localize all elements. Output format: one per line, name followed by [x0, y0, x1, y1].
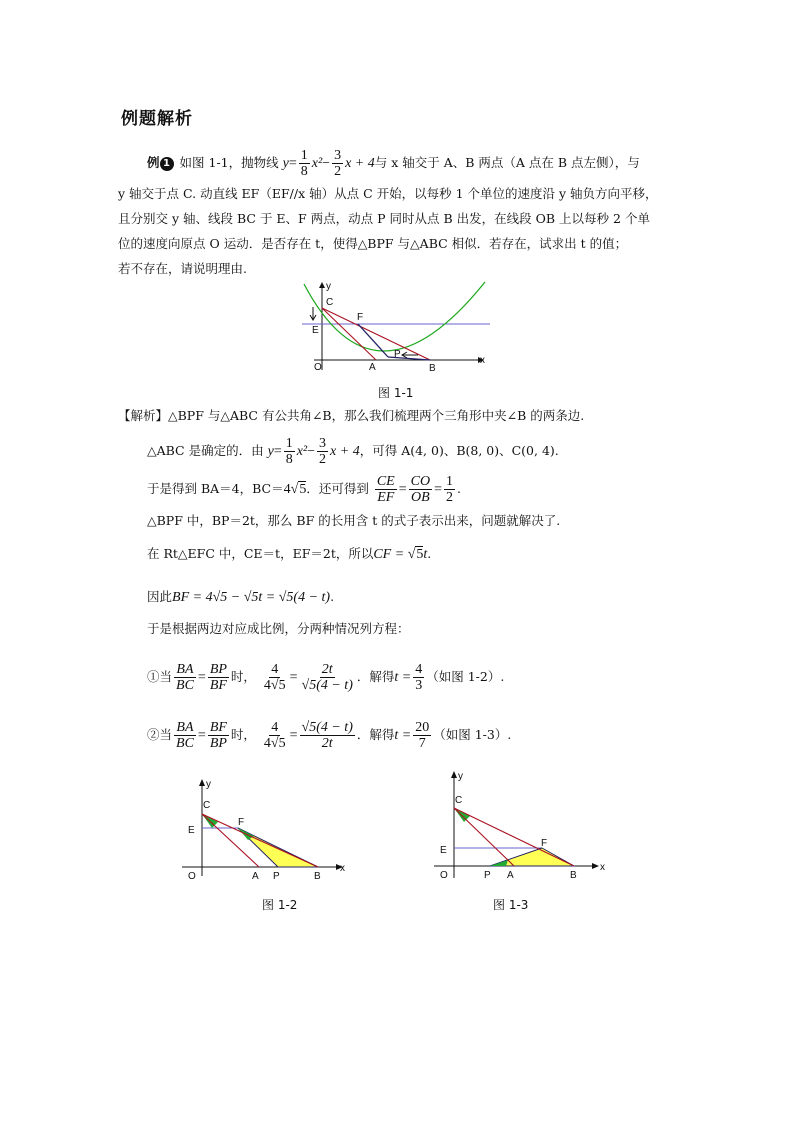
- problem-line-4: 位的速度向原点 O 运动．是否存在 t，使得△BPF 与△ABC 相似．若存在，试求出 t 的值；: [118, 236, 628, 251]
- svg-text:y: y: [458, 771, 463, 782]
- solution-line-7: 于是根据两边对应成比例，分两种情况列方程：: [147, 621, 410, 636]
- label-f: F: [357, 312, 364, 323]
- svg-text:O: O: [440, 870, 448, 881]
- svg-text:O: O: [188, 871, 196, 882]
- svg-text:A: A: [507, 870, 514, 881]
- svg-text:C: C: [455, 795, 463, 806]
- svg-text:P: P: [484, 870, 491, 881]
- segment-ca: [454, 808, 514, 866]
- problem-line-3: 且分别交 y 轴、线段 BC 于 E、F 两点，动点 P 同时从点 B 出发，在线段 OB 上以每秒 2 个单: [118, 211, 650, 226]
- segment-cb: [322, 308, 430, 360]
- label-b: B: [429, 363, 436, 374]
- svg-text:A: A: [252, 871, 259, 882]
- label-y: y: [326, 281, 331, 292]
- label-x: x: [480, 355, 485, 366]
- problem-line-2: y 轴交于点 C. 动直线 EF（EF//x 轴）从点 C 开始，以每秒 1 个单位的速度沿 y 轴负方向平移，: [118, 186, 658, 201]
- label-o: O: [314, 362, 322, 373]
- svg-text:F: F: [541, 838, 548, 849]
- example-number-badge: 1: [160, 157, 174, 171]
- label-a: A: [369, 362, 376, 373]
- problem-line-1: 例 1 如图 1-1，抛物线 y= $\frac{1}{8}$ x²− $\frac{3}{2}$ x + 4与 x 轴交于 A、B 两点（A 点在 B 点左侧），与: [147, 148, 640, 179]
- svg-text:F: F: [238, 817, 245, 828]
- svg-text:x: x: [340, 863, 345, 874]
- svg-text:y: y: [206, 779, 211, 790]
- solution-line-6: 因此BF = 4√5 − √5t = √5(4 − t).: [147, 589, 335, 605]
- svg-text:C: C: [203, 800, 211, 811]
- solution-line-2: △ABC 是确定的．由 y= $\frac{1}{8}$ x²− $\frac{3}{2}$ x + 4，可得 A(4, 0)、B(8, 0)、C(0, 4).: [147, 436, 559, 467]
- problem-line-5: 若不存在，请说明理由.: [118, 261, 247, 276]
- svg-text:x: x: [600, 862, 605, 873]
- solution-line-4: △BPF 中，BP＝2t，那么 BF 的长用含 t 的式子表示出来，问题就解决了.: [147, 513, 561, 528]
- label-p: P: [394, 349, 401, 360]
- figure-1-2: [180, 776, 360, 886]
- case-1-equation: ①当 $\frac{BA}{BC}$ = $\frac{BP}{BF}$ 时， $\frac{4}{4√5}$ = $\frac{2t}{√5(4 - t)}$ ．解得t = $\frac{4}{3}$ （如图 1-2）.: [147, 662, 505, 693]
- problem-intro: 如图 1-1，抛物线: [179, 155, 279, 170]
- solution-line-1: 【解析】△BPF 与△ABC 有公共角∠B，那么我们梳理两个三角形中夹∠B 的两条边.: [118, 408, 585, 423]
- svg-text:P: P: [273, 871, 280, 882]
- figure-1-1-caption: 图 1-1: [378, 386, 414, 400]
- label-c: C: [326, 297, 334, 308]
- figure-1-3: [430, 768, 615, 884]
- label-e: E: [312, 325, 319, 336]
- example-label: 例: [147, 155, 160, 170]
- figure-1-1: [300, 280, 500, 376]
- fraction-one-eighth: $\frac{1}{8}$: [300, 148, 308, 179]
- section-heading: 例题解析: [121, 109, 193, 129]
- svg-text:E: E: [440, 845, 447, 856]
- svg-text:B: B: [314, 871, 321, 882]
- figure-1-3-caption: 图 1-3: [493, 898, 529, 912]
- solution-line-3: 于是得到 BA＝4，BC＝4√5．还可得到 $\frac{CE}{EF}$ = $\frac{CO}{OB}$ = $\frac{1}{2}$ .: [147, 474, 461, 505]
- solution-line-5: 在 Rt△EFC 中，CE＝t，EF＝2t，所以CF = √5t.: [147, 546, 432, 562]
- case-2-equation: ②当 $\frac{BA}{BC}$ = $\frac{BF}{BP}$ 时， $\frac{4}{4√5}$ = $\frac{√5(4 - t)}{2t}$ ．解得t = $\frac{20}{7}$ （如图 1-3）.: [147, 720, 512, 751]
- svg-text:E: E: [188, 825, 195, 836]
- svg-text:B: B: [570, 870, 577, 881]
- segment-cb: [202, 814, 318, 867]
- segment-fp: [358, 324, 388, 357]
- figure-1-2-caption: 图 1-2: [262, 898, 298, 912]
- fraction-three-halves: $\frac{3}{2}$: [334, 148, 342, 179]
